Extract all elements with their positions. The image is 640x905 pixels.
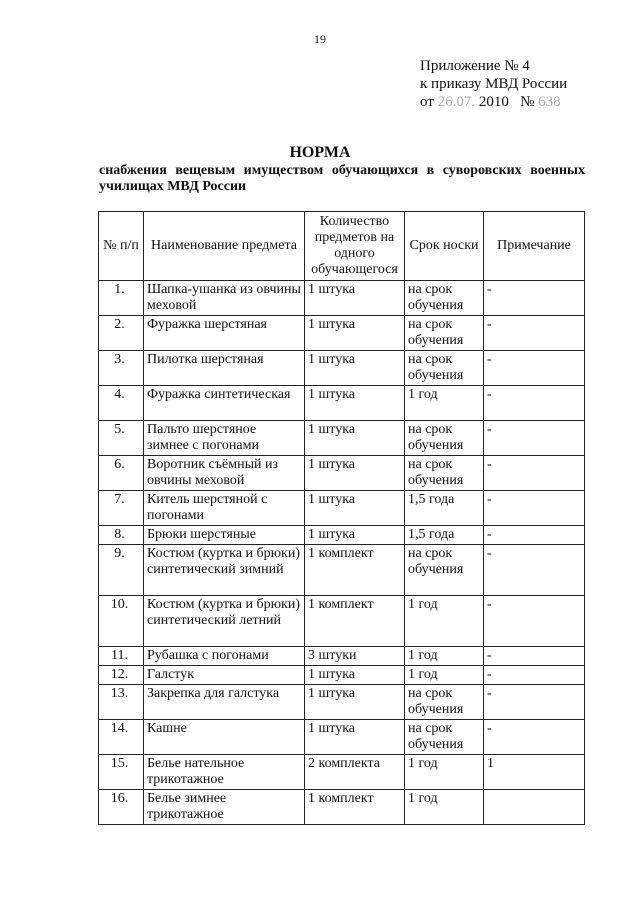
- cell-num: 14.: [99, 720, 144, 755]
- cell-qty: 1 штука: [305, 421, 405, 456]
- cell-note: -: [484, 545, 585, 596]
- cell-name: Закрепка для галстука: [144, 685, 305, 720]
- cell-note: -: [484, 720, 585, 755]
- number-prefix: №: [520, 94, 535, 110]
- cell-name: Пилотка шерстяная: [144, 351, 305, 386]
- table-row: [99, 281, 585, 316]
- cell-num: 13.: [99, 685, 144, 720]
- cell-note: -: [484, 281, 585, 316]
- cell-term: на срок обучения: [405, 421, 484, 456]
- table-row: [99, 666, 585, 685]
- cell-name: Рубашка с погонами: [144, 647, 305, 666]
- appendix-line-1: Приложение № 4: [420, 58, 530, 74]
- header-qty: Количество предметов на одного обучающегося: [305, 212, 405, 281]
- cell-name: Воротник съёмный из овчины меховой: [144, 456, 305, 491]
- cell-qty: 1 штука: [305, 281, 405, 316]
- header-note: Примечание: [484, 212, 585, 281]
- cell-qty: 1 штука: [305, 386, 405, 421]
- cell-name: Фуражка шерстяная: [144, 316, 305, 351]
- cell-note: -: [484, 666, 585, 685]
- cell-qty: 1 штука: [305, 491, 405, 526]
- cell-name: Фуражка синтетическая: [144, 386, 305, 421]
- cell-num: 7.: [99, 491, 144, 526]
- table-row: [99, 720, 585, 755]
- cell-note: -: [484, 647, 585, 666]
- cell-qty: 1 комплект: [305, 596, 405, 647]
- cell-num: 10.: [99, 596, 144, 647]
- date-year: 2010: [478, 94, 509, 110]
- cell-term: 1 год: [405, 386, 484, 421]
- cell-note: -: [484, 316, 585, 351]
- cell-note: -: [484, 386, 585, 421]
- table-row: [99, 456, 585, 491]
- cell-num: 12.: [99, 666, 144, 685]
- cell-name: Шапка-ушанка из овчины меховой: [144, 281, 305, 316]
- page-number: 19: [314, 32, 326, 46]
- cell-term: 1 год: [405, 666, 484, 685]
- cell-num: 15.: [99, 755, 144, 790]
- cell-name: Костюм (куртка и брюки) синтетический зимний: [144, 545, 305, 596]
- cell-name: Белье зимнее трикотажное: [144, 790, 305, 825]
- cell-qty: 1 комплект: [305, 545, 405, 596]
- document-title: НОРМА: [289, 144, 351, 161]
- table-header-row: [99, 212, 585, 281]
- cell-term: 1 год: [405, 790, 484, 825]
- cell-qty: 1 штука: [305, 456, 405, 491]
- cell-note: -: [484, 596, 585, 647]
- cell-term: на срок обучения: [405, 316, 484, 351]
- cell-num: 4.: [99, 386, 144, 421]
- table-row: [99, 790, 585, 825]
- cell-num: 2.: [99, 316, 144, 351]
- table-row: [99, 685, 585, 720]
- cell-num: 5.: [99, 421, 144, 456]
- cell-name: Брюки шерстяные: [144, 526, 305, 545]
- cell-num: 16.: [99, 790, 144, 825]
- cell-term: 1 год: [405, 596, 484, 647]
- cell-num: 9.: [99, 545, 144, 596]
- table-row: [99, 596, 585, 647]
- table-row: [99, 526, 585, 545]
- cell-qty: 1 штука: [305, 685, 405, 720]
- cell-name: Галстук: [144, 666, 305, 685]
- header-name: Наименование предмета: [144, 212, 305, 281]
- cell-qty: 1 штука: [305, 666, 405, 685]
- cell-term: на срок обучения: [405, 720, 484, 755]
- norm-table: [98, 211, 585, 825]
- cell-term: 1,5 года: [405, 526, 484, 545]
- appendix-block: [420, 57, 567, 111]
- cell-note: -: [484, 685, 585, 720]
- header-term: Срок носки: [405, 212, 484, 281]
- cell-note: -: [484, 351, 585, 386]
- order-number: 638: [538, 94, 561, 110]
- cell-qty: 2 комплекта: [305, 755, 405, 790]
- cell-num: 11.: [99, 647, 144, 666]
- cell-name: Пальто шерстяное зимнее с погонами: [144, 421, 305, 456]
- table-row: [99, 316, 585, 351]
- cell-num: 1.: [99, 281, 144, 316]
- cell-qty: 1 штука: [305, 720, 405, 755]
- table-row: [99, 421, 585, 456]
- header-num: № п/п: [99, 212, 144, 281]
- appendix-line-2: к приказу МВД России: [420, 76, 568, 92]
- cell-num: 3.: [99, 351, 144, 386]
- cell-note: -: [484, 526, 585, 545]
- date-day-month: 26.07.: [437, 94, 476, 110]
- cell-note: 1: [484, 755, 585, 790]
- cell-term: на срок обучения: [405, 281, 484, 316]
- cell-name: Костюм (куртка и брюки) синтетический летний: [144, 596, 305, 647]
- cell-name: Кашне: [144, 720, 305, 755]
- cell-name: Белье нательное трикотажное: [144, 755, 305, 790]
- table-row: [99, 647, 585, 666]
- cell-qty: 1 штука: [305, 351, 405, 386]
- table-row: [99, 351, 585, 386]
- cell-qty: 1 штука: [305, 316, 405, 351]
- appendix-date-line: [420, 93, 567, 111]
- cell-term: на срок обучения: [405, 685, 484, 720]
- cell-qty: 1 штука: [305, 526, 405, 545]
- cell-note: -: [484, 456, 585, 491]
- cell-qty: 3 штуки: [305, 647, 405, 666]
- cell-term: на срок обучения: [405, 545, 484, 596]
- cell-term: 1,5 года: [405, 491, 484, 526]
- table-row: [99, 491, 585, 526]
- cell-term: на срок обучения: [405, 456, 484, 491]
- cell-num: 8.: [99, 526, 144, 545]
- cell-term: 1 год: [405, 755, 484, 790]
- table-row: [99, 386, 585, 421]
- cell-note: [484, 790, 585, 825]
- cell-qty: 1 комплект: [305, 790, 405, 825]
- date-prefix: от: [420, 94, 434, 110]
- table-row: [99, 545, 585, 596]
- cell-num: 6.: [99, 456, 144, 491]
- cell-name: Китель шерстяной с погонами: [144, 491, 305, 526]
- cell-term: на срок обучения: [405, 351, 484, 386]
- table-row: [99, 755, 585, 790]
- cell-note: -: [484, 421, 585, 456]
- cell-note: -: [484, 491, 585, 526]
- cell-term: 1 год: [405, 647, 484, 666]
- document-subtitle: снабжения вещевым имуществом обучающихся в суворовских военных училищах МВД России: [99, 163, 585, 194]
